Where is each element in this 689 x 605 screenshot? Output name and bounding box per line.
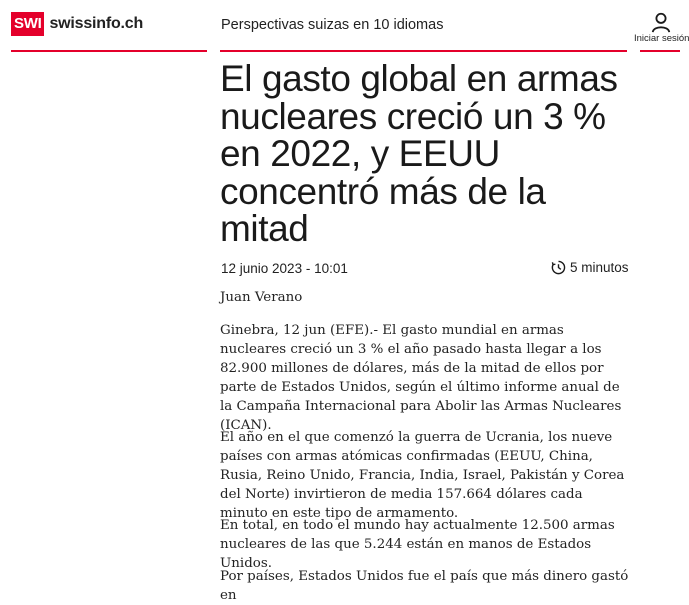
header-divider-left [11,50,207,52]
header-divider-center [220,50,627,52]
article-date: 12 junio 2023 - 10:01 [221,261,348,276]
login-button[interactable] [634,11,689,44]
site-tagline: Perspectivas suizas en 10 idiomas [221,17,444,33]
article-paragraph: En total, en todo el mundo hay actualmente 12.500 armas nucleares de las que 5.244 están en manos de Estados Unidos. [220,518,615,571]
reading-time-label: 5 minutos [570,260,629,275]
article-title: El gasto global en armas nucleares creció un 3 % en 2022, y EEUU concentró más de la mitad [220,58,618,249]
login-label: Iniciar sesión [634,33,689,44]
clock-icon [551,260,566,275]
reading-time [551,260,629,275]
article-author: Juan Verano [220,290,303,305]
article-paragraph: Ginebra, 12 jun (EFE).- El gasto mundial en armas nucleares creció un 3 % el año pasado hasta llegar a los 82.900 millones de dólares, más de la mitad de ellos por parte de Estados Unidos, según el último informe anual de la Campaña Internacional para Abolir las Armas Nucleares (ICAN). [220,323,622,433]
header-divider-right [640,50,680,52]
article-paragraph: Por países, Estados Unidos fue el país que más dinero gastó en [220,569,629,603]
user-icon [650,11,672,33]
logo-mark: SWI [11,12,44,36]
logo-text: swissinfo.ch [49,15,144,32]
site-logo[interactable] [11,12,143,36]
article-paragraph: El año en el que comenzó la guerra de Ucrania, los nueve países con armas atómicas confirmadas (EEUU, China, Rusia, Reino Unido, Francia, India, Israel, Pakistán y Corea del Norte) invirtieron de media 157.664 dólares cada minuto en este tipo de armamento. [220,430,625,521]
